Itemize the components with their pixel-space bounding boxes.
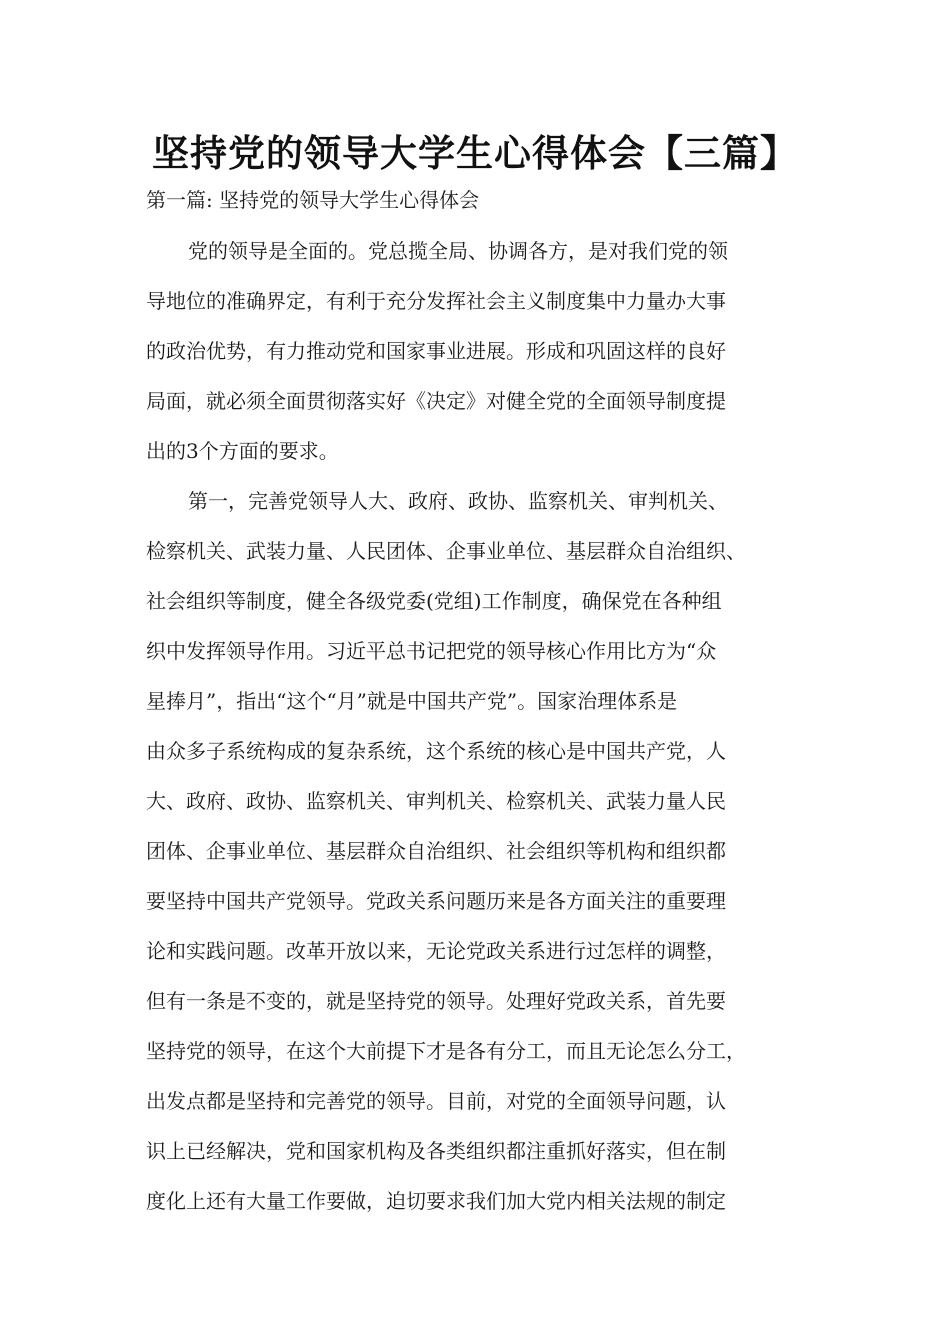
paragraph-line: 但有一条是不变的，就是坚持党的领导。处理好党政关系，首先要	[146, 989, 726, 1013]
paragraph-line: 由众多子系统构成的复杂系统，这个系统的核心是中国共产党，人	[146, 739, 726, 763]
paragraph-line: 出的3个方面的要求。	[146, 439, 339, 463]
paragraph-line: 检察机关、武装力量、人民团体、企事业单位、基层群众自治组织、	[146, 539, 746, 563]
paragraph-1	[146, 226, 818, 476]
paragraph-line: 论和实践问题。改革开放以来，无论党政关系进行过怎样的调整，	[146, 939, 726, 963]
paragraph-line: 识上已经解决，党和国家机构及各类组织都注重抓好落实，但在制	[146, 1139, 726, 1163]
paragraph-line: 星捧月”，指出“这个“月”就是中国共产党”。国家治理体系是	[146, 689, 678, 713]
paragraph-line: 度化上还有大量工作要做，迫切要求我们加大党内相关法规的制定	[146, 1189, 726, 1213]
paragraph-line: 坚持党的领导，在这个大前提下才是各有分工，而且无论怎么分工，	[146, 1039, 746, 1063]
paragraph-line: 党的领导是全面的。党总揽全局、协调各方，是对我们党的领	[188, 239, 728, 263]
paragraph-line: 织中发挥领导作用。习近平总书记把党的领导核心作用比方为“众	[146, 639, 717, 663]
document-title: 坚持党的领导大学生心得体会【三篇】	[152, 132, 798, 175]
paragraph-line: 的政治优势，有力推动党和国家事业进展。形成和巩固这样的良好	[146, 339, 726, 363]
section-heading: 第一篇: 坚持党的领导大学生心得体会	[146, 188, 480, 212]
paragraph-line: 要坚持中国共产党领导。党政关系问题历来是各方面关注的重要理	[146, 889, 726, 913]
paragraph-line: 出发点都是坚持和完善党的领导。目前，对党的全面领导问题，认	[146, 1089, 726, 1113]
paragraph-line: 导地位的准确界定，有利于充分发挥社会主义制度集中力量办大事	[146, 289, 726, 313]
paragraph-line: 社会组织等制度，健全各级党委(党组)工作制度，确保党在各种组	[146, 589, 722, 613]
paragraph-2	[146, 476, 818, 1226]
paragraph-line: 第一，完善党领导人大、政府、政协、监察机关、审判机关、	[188, 489, 728, 513]
paragraph-line: 大、政府、政协、监察机关、审判机关、检察机关、武装力量人民	[146, 789, 726, 813]
paragraph-line: 局面，就必须全面贯彻落实好《决定》对健全党的全面领导制度提	[146, 389, 726, 413]
paragraph-line: 团体、企事业单位、基层群众自治组织、社会组织等机构和组织都	[146, 839, 726, 863]
